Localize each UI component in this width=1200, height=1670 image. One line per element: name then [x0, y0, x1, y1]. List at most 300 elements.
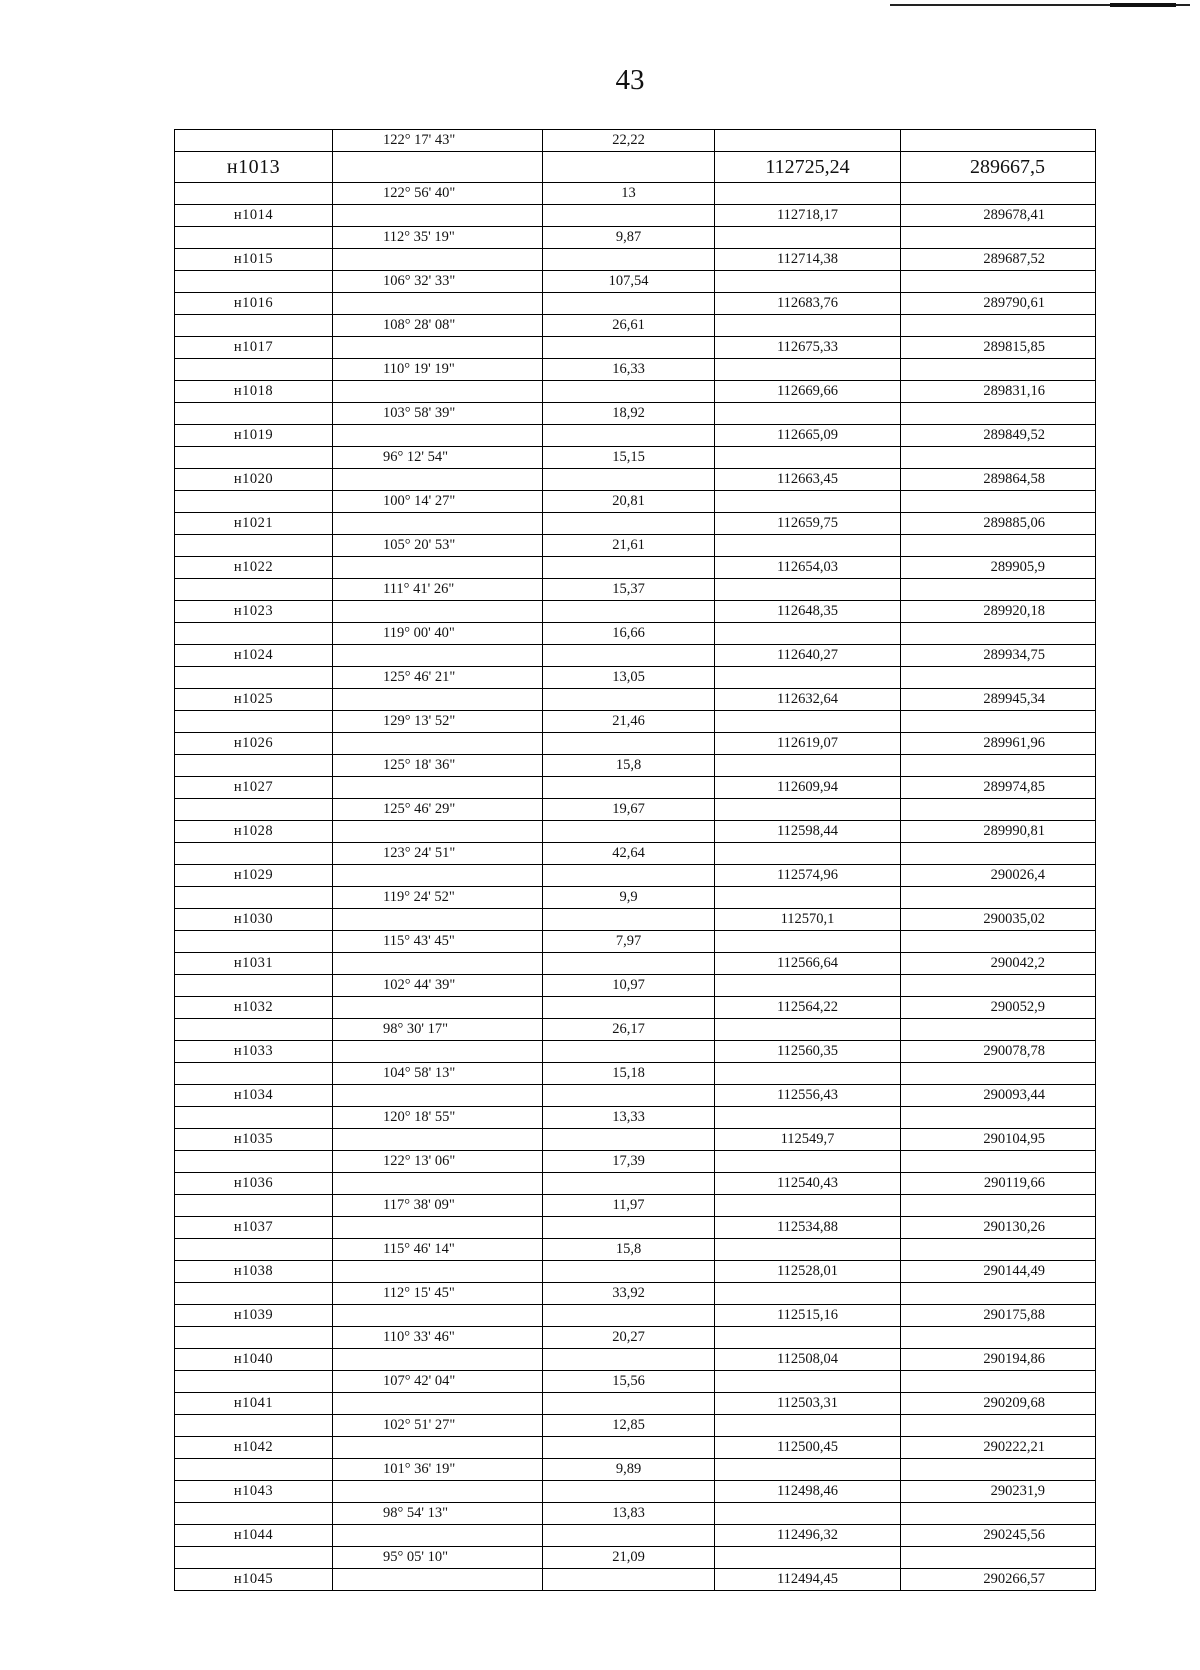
direction-angle-cell: 95° 05' 10": [333, 1547, 543, 1569]
direction-angle-cell: 105° 20' 53": [333, 535, 543, 557]
point-row: [175, 689, 1096, 711]
x-coordinate-cell: 112640,27: [715, 645, 901, 667]
point-name-cell: н1025: [175, 689, 333, 711]
y-coordinate-cell: 290035,02: [901, 909, 1096, 931]
y-coordinate-cell: 290093,44: [901, 1085, 1096, 1107]
point-row: [175, 1085, 1096, 1107]
point-name-cell: н1024: [175, 645, 333, 667]
direction-angle-cell: 122° 13' 06": [333, 1151, 543, 1173]
distance-cell: [543, 293, 715, 315]
y-coordinate-cell: 289678,41: [901, 205, 1096, 227]
point-name-cell: [175, 315, 333, 337]
distance-cell: [543, 997, 715, 1019]
point-row: [175, 733, 1096, 755]
x-coordinate-cell: [715, 1063, 901, 1085]
point-name-cell: [175, 1019, 333, 1041]
point-name-cell: [175, 1151, 333, 1173]
direction-angle-cell: 120° 18' 55": [333, 1107, 543, 1129]
distance-cell: [543, 909, 715, 931]
distance-cell: [543, 469, 715, 491]
distance-cell: [543, 1393, 715, 1415]
distance-cell: [543, 1041, 715, 1063]
y-coordinate-cell: [901, 667, 1096, 689]
point-name-cell: [175, 799, 333, 821]
point-row: [175, 777, 1096, 799]
x-coordinate-cell: 112515,16: [715, 1305, 901, 1327]
direction-angle-cell: 101° 36' 19": [333, 1459, 543, 1481]
distance-cell: [543, 1349, 715, 1371]
x-coordinate-cell: 112654,03: [715, 557, 901, 579]
x-coordinate-cell: [715, 447, 901, 469]
direction-angle-cell: 122° 56' 40": [333, 183, 543, 205]
point-name-cell: н1016: [175, 293, 333, 315]
coordinates-table-body: [175, 130, 1096, 1591]
y-coordinate-cell: [901, 130, 1096, 152]
segment-row: [175, 799, 1096, 821]
x-coordinate-cell: 112675,33: [715, 337, 901, 359]
y-coordinate-cell: [901, 359, 1096, 381]
x-coordinate-cell: 112556,43: [715, 1085, 901, 1107]
y-coordinate-cell: 289961,96: [901, 733, 1096, 755]
point-name-cell: [175, 1063, 333, 1085]
point-name-cell: [175, 130, 333, 152]
point-name-cell: [175, 623, 333, 645]
y-coordinate-cell: [901, 183, 1096, 205]
distance-cell: [543, 1305, 715, 1327]
point-name-cell: [175, 447, 333, 469]
x-coordinate-cell: [715, 1415, 901, 1437]
segment-row: [175, 183, 1096, 205]
segment-row: [175, 1107, 1096, 1129]
y-coordinate-cell: [901, 491, 1096, 513]
x-coordinate-cell: 112665,09: [715, 425, 901, 447]
direction-angle-cell: [333, 469, 543, 491]
x-coordinate-cell: 112663,45: [715, 469, 901, 491]
direction-angle-cell: 123° 24' 51": [333, 843, 543, 865]
x-coordinate-cell: [715, 1151, 901, 1173]
y-coordinate-cell: [901, 1371, 1096, 1393]
point-name-cell: н1020: [175, 469, 333, 491]
point-name-cell: н1013: [175, 152, 333, 183]
x-coordinate-cell: 112494,45: [715, 1569, 901, 1591]
segment-row: [175, 667, 1096, 689]
point-name-cell: [175, 491, 333, 513]
point-row: [175, 205, 1096, 227]
point-name-cell: [175, 843, 333, 865]
segment-row: [175, 1063, 1096, 1085]
point-row: [175, 1305, 1096, 1327]
point-name-cell: [175, 535, 333, 557]
direction-angle-cell: [333, 997, 543, 1019]
distance-cell: 107,54: [543, 271, 715, 293]
segment-row: [175, 931, 1096, 953]
coordinates-table: [174, 129, 1096, 1591]
point-name-cell: н1030: [175, 909, 333, 931]
point-row: [175, 1261, 1096, 1283]
x-coordinate-cell: [715, 1283, 901, 1305]
y-coordinate-cell: 289831,16: [901, 381, 1096, 403]
y-coordinate-cell: 289990,81: [901, 821, 1096, 843]
segment-row: [175, 711, 1096, 733]
y-coordinate-cell: [901, 1239, 1096, 1261]
point-name-cell: н1018: [175, 381, 333, 403]
direction-angle-cell: [333, 953, 543, 975]
point-name-cell: н1045: [175, 1569, 333, 1591]
point-name-cell: [175, 755, 333, 777]
point-row: [175, 865, 1096, 887]
point-name-cell: н1041: [175, 1393, 333, 1415]
direction-angle-cell: 115° 43' 45": [333, 931, 543, 953]
point-name-cell: н1038: [175, 1261, 333, 1283]
point-name-cell: [175, 667, 333, 689]
x-coordinate-cell: [715, 403, 901, 425]
direction-angle-cell: 96° 12' 54": [333, 447, 543, 469]
distance-cell: 21,61: [543, 535, 715, 557]
point-name-cell: н1022: [175, 557, 333, 579]
distance-cell: [543, 1481, 715, 1503]
segment-row: [175, 491, 1096, 513]
point-name-cell: [175, 1195, 333, 1217]
direction-angle-cell: 115° 46' 14": [333, 1239, 543, 1261]
point-row: [175, 469, 1096, 491]
distance-cell: [543, 733, 715, 755]
y-coordinate-cell: [901, 447, 1096, 469]
y-coordinate-cell: 290026,4: [901, 865, 1096, 887]
y-coordinate-cell: [901, 579, 1096, 601]
direction-angle-cell: 125° 46' 29": [333, 799, 543, 821]
y-coordinate-cell: [901, 271, 1096, 293]
segment-row: [175, 623, 1096, 645]
y-coordinate-cell: 289815,85: [901, 337, 1096, 359]
x-coordinate-cell: [715, 491, 901, 513]
x-coordinate-cell: [715, 1459, 901, 1481]
distance-cell: 19,67: [543, 799, 715, 821]
direction-angle-cell: 112° 15' 45": [333, 1283, 543, 1305]
x-coordinate-cell: [715, 227, 901, 249]
y-coordinate-cell: [901, 1107, 1096, 1129]
segment-row: [175, 1151, 1096, 1173]
x-coordinate-cell: 112534,88: [715, 1217, 901, 1239]
x-coordinate-cell: [715, 271, 901, 293]
direction-angle-cell: [333, 1085, 543, 1107]
point-name-cell: [175, 1239, 333, 1261]
point-row: [175, 997, 1096, 1019]
point-name-cell: н1042: [175, 1437, 333, 1459]
direction-angle-cell: 100° 14' 27": [333, 491, 543, 513]
segment-row: [175, 1019, 1096, 1041]
x-coordinate-cell: 112619,07: [715, 733, 901, 755]
direction-angle-cell: [333, 152, 543, 183]
point-name-cell: [175, 1547, 333, 1569]
segment-row: [175, 403, 1096, 425]
y-coordinate-cell: 289667,5: [901, 152, 1096, 183]
segment-row: [175, 271, 1096, 293]
x-coordinate-cell: [715, 130, 901, 152]
y-coordinate-cell: [901, 755, 1096, 777]
direction-angle-cell: [333, 689, 543, 711]
x-coordinate-cell: [715, 1195, 901, 1217]
distance-cell: [543, 953, 715, 975]
distance-cell: 17,39: [543, 1151, 715, 1173]
y-coordinate-cell: [901, 975, 1096, 997]
point-name-cell: н1039: [175, 1305, 333, 1327]
point-name-cell: н1040: [175, 1349, 333, 1371]
direction-angle-cell: [333, 1569, 543, 1591]
y-coordinate-cell: [901, 931, 1096, 953]
distance-cell: [543, 777, 715, 799]
point-name-cell: н1021: [175, 513, 333, 535]
point-name-cell: [175, 183, 333, 205]
point-name-cell: н1044: [175, 1525, 333, 1547]
segment-row: [175, 887, 1096, 909]
distance-cell: 11,97: [543, 1195, 715, 1217]
distance-cell: 15,37: [543, 579, 715, 601]
point-row: [175, 909, 1096, 931]
direction-angle-cell: 119° 24' 52": [333, 887, 543, 909]
segment-row: [175, 1371, 1096, 1393]
point-row: [175, 381, 1096, 403]
point-name-cell: [175, 1503, 333, 1525]
distance-cell: 20,81: [543, 491, 715, 513]
point-row: [175, 425, 1096, 447]
direction-angle-cell: [333, 1525, 543, 1547]
direction-angle-cell: [333, 821, 543, 843]
direction-angle-cell: 106° 32' 33": [333, 271, 543, 293]
point-name-cell: н1031: [175, 953, 333, 975]
x-coordinate-cell: 112648,35: [715, 601, 901, 623]
direction-angle-cell: 102° 51' 27": [333, 1415, 543, 1437]
y-coordinate-cell: [901, 1283, 1096, 1305]
y-coordinate-cell: [901, 711, 1096, 733]
point-name-cell: н1023: [175, 601, 333, 623]
y-coordinate-cell: 289885,06: [901, 513, 1096, 535]
distance-cell: [543, 337, 715, 359]
x-coordinate-cell: 112560,35: [715, 1041, 901, 1063]
direction-angle-cell: [333, 1041, 543, 1063]
direction-angle-cell: [333, 1437, 543, 1459]
distance-cell: [543, 601, 715, 623]
distance-cell: 26,17: [543, 1019, 715, 1041]
distance-cell: [543, 1129, 715, 1151]
x-coordinate-cell: 112498,46: [715, 1481, 901, 1503]
point-name-cell: [175, 271, 333, 293]
segment-row: [175, 843, 1096, 865]
point-name-cell: [175, 887, 333, 909]
point-name-cell: [175, 1283, 333, 1305]
segment-row: [175, 1283, 1096, 1305]
direction-angle-cell: [333, 337, 543, 359]
distance-cell: 12,85: [543, 1415, 715, 1437]
direction-angle-cell: [333, 909, 543, 931]
y-coordinate-cell: [901, 315, 1096, 337]
point-name-cell: н1036: [175, 1173, 333, 1195]
point-row: [175, 513, 1096, 535]
segment-row: [175, 1415, 1096, 1437]
direction-angle-cell: 125° 18' 36": [333, 755, 543, 777]
x-coordinate-cell: [715, 315, 901, 337]
y-coordinate-cell: 290175,88: [901, 1305, 1096, 1327]
direction-angle-cell: [333, 1481, 543, 1503]
distance-cell: [543, 557, 715, 579]
direction-angle-cell: 125° 46' 21": [333, 667, 543, 689]
y-coordinate-cell: 290222,21: [901, 1437, 1096, 1459]
x-coordinate-cell: 112598,44: [715, 821, 901, 843]
distance-cell: 7,97: [543, 931, 715, 953]
point-name-cell: н1034: [175, 1085, 333, 1107]
y-coordinate-cell: 290104,95: [901, 1129, 1096, 1151]
distance-cell: 20,27: [543, 1327, 715, 1349]
point-name-cell: н1033: [175, 1041, 333, 1063]
direction-angle-cell: [333, 425, 543, 447]
distance-cell: 33,92: [543, 1283, 715, 1305]
x-coordinate-cell: 112574,96: [715, 865, 901, 887]
direction-angle-cell: [333, 1217, 543, 1239]
x-coordinate-cell: 112570,1: [715, 909, 901, 931]
segment-row: [175, 315, 1096, 337]
y-coordinate-cell: 290209,68: [901, 1393, 1096, 1415]
x-coordinate-cell: [715, 755, 901, 777]
direction-angle-cell: [333, 293, 543, 315]
distance-cell: [543, 205, 715, 227]
top-rule-accent: [1110, 3, 1176, 7]
point-row: [175, 1129, 1096, 1151]
y-coordinate-cell: [901, 1547, 1096, 1569]
x-coordinate-cell: [715, 579, 901, 601]
x-coordinate-cell: [715, 623, 901, 645]
direction-angle-cell: [333, 733, 543, 755]
y-coordinate-cell: [901, 887, 1096, 909]
point-name-cell: [175, 1459, 333, 1481]
point-name-cell: н1029: [175, 865, 333, 887]
y-coordinate-cell: 290078,78: [901, 1041, 1096, 1063]
distance-cell: 9,89: [543, 1459, 715, 1481]
distance-cell: 42,64: [543, 843, 715, 865]
x-coordinate-cell: [715, 535, 901, 557]
distance-cell: [543, 865, 715, 887]
direction-angle-cell: [333, 1393, 543, 1415]
point-name-cell: [175, 1415, 333, 1437]
y-coordinate-cell: 290266,57: [901, 1569, 1096, 1591]
distance-cell: 15,8: [543, 755, 715, 777]
direction-angle-cell: 98° 30' 17": [333, 1019, 543, 1041]
y-coordinate-cell: [901, 799, 1096, 821]
distance-cell: 13: [543, 183, 715, 205]
direction-angle-cell: [333, 557, 543, 579]
distance-cell: 16,66: [543, 623, 715, 645]
point-row: [175, 1217, 1096, 1239]
x-coordinate-cell: 112609,94: [715, 777, 901, 799]
point-row: [175, 1437, 1096, 1459]
y-coordinate-cell: 289849,52: [901, 425, 1096, 447]
point-name-cell: н1028: [175, 821, 333, 843]
direction-angle-cell: 98° 54' 13": [333, 1503, 543, 1525]
distance-cell: [543, 513, 715, 535]
point-name-cell: [175, 1327, 333, 1349]
segment-row: [175, 359, 1096, 381]
x-coordinate-cell: 112496,32: [715, 1525, 901, 1547]
segment-row: [175, 1547, 1096, 1569]
x-coordinate-cell: [715, 843, 901, 865]
y-coordinate-cell: [901, 1195, 1096, 1217]
direction-angle-cell: [333, 1349, 543, 1371]
direction-angle-cell: [333, 865, 543, 887]
x-coordinate-cell: [715, 183, 901, 205]
distance-cell: [543, 1217, 715, 1239]
distance-cell: 21,46: [543, 711, 715, 733]
y-coordinate-cell: 289945,34: [901, 689, 1096, 711]
point-name-cell: н1032: [175, 997, 333, 1019]
distance-cell: 13,05: [543, 667, 715, 689]
x-coordinate-cell: 112500,45: [715, 1437, 901, 1459]
point-row: [175, 152, 1096, 183]
x-coordinate-cell: [715, 1327, 901, 1349]
direction-angle-cell: 129° 13' 52": [333, 711, 543, 733]
x-coordinate-cell: 112718,17: [715, 205, 901, 227]
y-coordinate-cell: 290194,86: [901, 1349, 1096, 1371]
direction-angle-cell: 117° 38' 09": [333, 1195, 543, 1217]
distance-cell: 15,15: [543, 447, 715, 469]
direction-angle-cell: 112° 35' 19": [333, 227, 543, 249]
segment-row: [175, 227, 1096, 249]
distance-cell: 15,18: [543, 1063, 715, 1085]
distance-cell: 15,8: [543, 1239, 715, 1261]
y-coordinate-cell: 289920,18: [901, 601, 1096, 623]
point-row: [175, 1041, 1096, 1063]
segment-row: [175, 1239, 1096, 1261]
x-coordinate-cell: 112725,24: [715, 152, 901, 183]
direction-angle-cell: [333, 645, 543, 667]
distance-cell: [543, 645, 715, 667]
point-name-cell: [175, 975, 333, 997]
x-coordinate-cell: 112683,76: [715, 293, 901, 315]
distance-cell: [543, 1261, 715, 1283]
x-coordinate-cell: [715, 887, 901, 909]
x-coordinate-cell: [715, 799, 901, 821]
y-coordinate-cell: 290245,56: [901, 1525, 1096, 1547]
segment-row: [175, 130, 1096, 152]
distance-cell: 13,33: [543, 1107, 715, 1129]
x-coordinate-cell: [715, 667, 901, 689]
point-name-cell: [175, 403, 333, 425]
distance-cell: 9,87: [543, 227, 715, 249]
y-coordinate-cell: 290119,66: [901, 1173, 1096, 1195]
point-row: [175, 557, 1096, 579]
segment-row: [175, 1503, 1096, 1525]
distance-cell: 15,56: [543, 1371, 715, 1393]
x-coordinate-cell: 112503,31: [715, 1393, 901, 1415]
y-coordinate-cell: [901, 535, 1096, 557]
y-coordinate-cell: [901, 1503, 1096, 1525]
distance-cell: [543, 689, 715, 711]
direction-angle-cell: 110° 19' 19": [333, 359, 543, 381]
x-coordinate-cell: 112714,38: [715, 249, 901, 271]
direction-angle-cell: 107° 42' 04": [333, 1371, 543, 1393]
x-coordinate-cell: 112564,22: [715, 997, 901, 1019]
distance-cell: [543, 152, 715, 183]
x-coordinate-cell: 112540,43: [715, 1173, 901, 1195]
point-row: [175, 1349, 1096, 1371]
direction-angle-cell: 119° 00' 40": [333, 623, 543, 645]
segment-row: [175, 579, 1096, 601]
point-name-cell: н1026: [175, 733, 333, 755]
segment-row: [175, 447, 1096, 469]
point-name-cell: н1037: [175, 1217, 333, 1239]
x-coordinate-cell: [715, 1239, 901, 1261]
point-name-cell: [175, 1371, 333, 1393]
direction-angle-cell: [333, 1305, 543, 1327]
direction-angle-cell: [333, 381, 543, 403]
point-name-cell: н1019: [175, 425, 333, 447]
